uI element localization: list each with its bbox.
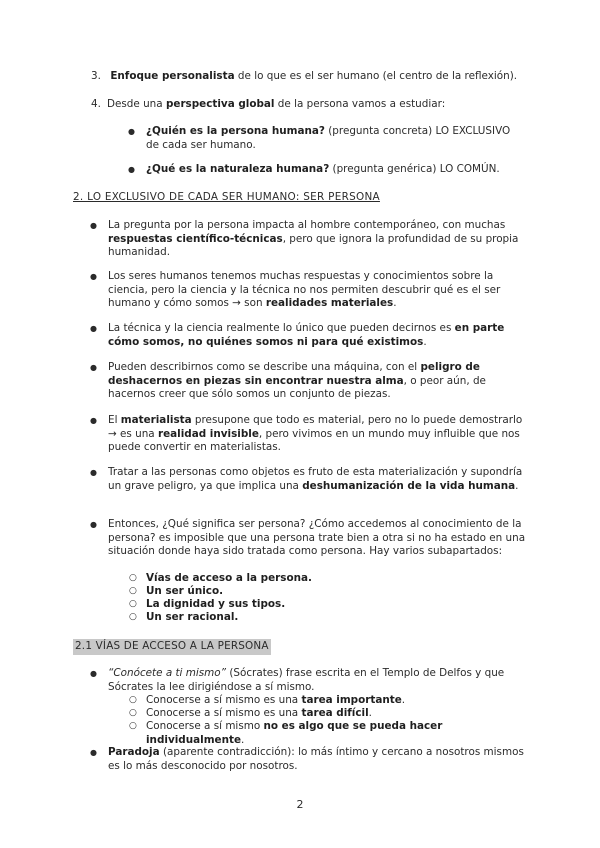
bullet-paradox: ● Paradoja (aparente contradicción): lo más íntimo y cercano a nosotros mismos es lo más desconocido por nosotros. xyxy=(108,746,528,773)
bullet-dehumanization: ● Tratar a las personas como objetos es fruto de esta materialización y supondría un grave peligro, ya que implica una deshumanización de la vida humana. xyxy=(108,466,528,493)
section-2-heading: 2. LO EXCLUSIVO DE CADA SER HUMANO: SER PERSONA xyxy=(73,191,380,203)
bullet-materialist: ● El materialista presupone que todo es material, pero no lo puede demostrarlo → es una realidad invisible, pero vivimos en un mundo muy influible que nos puede convertir en materialistas. xyxy=(108,414,528,455)
question-what: ● ¿Qué es la naturaleza humana? (pregunta genérica) LO COMÚN. xyxy=(146,163,526,177)
section-2-1-heading: 2.1 VÍAS DE ACCESO A LA PERSONA xyxy=(73,639,271,655)
numbered-item-3: 3. Enfoque personalista de lo que es el ser humano (el centro de la reflexión). xyxy=(91,70,518,82)
question-who: ● ¿Quién es la persona humana? (pregunta concreta) LO EXCLUSIVO de cada ser humano. xyxy=(146,125,526,152)
bullet-machine: ● Pueden describirnos como se describe una máquina, con el peligro de deshacernos en piezas sin encontrar nuestra alma, o peor aún, de hacernos creer que sólo somos un conjunto de piezas. xyxy=(108,361,528,402)
subpoint-important: ○ Conocerse a sí mismo es una tarea importante. xyxy=(146,694,526,708)
bullet-know-thyself: ● “Conócete a ti mismo” (Sócrates) frase escrita en el Templo de Delfos y que Sócrates la lee dirigiéndose a sí mismo. xyxy=(108,667,528,694)
page-number: 2 xyxy=(296,798,304,811)
subpoint-rational: ○ Un ser racional. xyxy=(146,611,526,625)
bullet-what-is-person: ● Entonces, ¿Qué significa ser persona? ¿Cómo accedemos al conocimiento de la persona? es imposible que una persona trate bien a otra si no ha estado en una situación donde haya sido tratada como persona. Hay varios subapartados: xyxy=(108,518,528,559)
subpoint-not-individual: ○ Conocerse a sí mismo no es algo que se pueda hacer individualmente. xyxy=(146,720,526,747)
subpoint-access: ○ Vías de acceso a la persona. xyxy=(146,572,526,586)
bullet-material: ● Los seres humanos tenemos muchas respuestas y conocimientos sobre la ciencia, pero la ciencia y la técnica no nos permiten descubrir qué es el ser humano y cómo somos → son realidades materiales. xyxy=(108,270,528,311)
bullet-scientific: ● La pregunta por la persona impacta al hombre contemporáneo, con muchas respuestas científico-técnicas, pero que ignora la profundidad de su propia humanidad. xyxy=(108,219,528,260)
numbered-item-4: 4. Desde una perspectiva global de la persona vamos a estudiar: xyxy=(91,98,446,110)
subpoint-difficult: ○ Conocerse a sí mismo es una tarea difícil. xyxy=(146,707,526,721)
bullet-technique: ● La técnica y la ciencia realmente lo único que pueden decirnos es en parte cómo somos, no quiénes somos ni para qué existimos. xyxy=(108,322,528,349)
subpoint-unique: ○ Un ser único. xyxy=(146,585,526,599)
subpoint-dignity: ○ La dignidad y sus tipos. xyxy=(146,598,526,612)
